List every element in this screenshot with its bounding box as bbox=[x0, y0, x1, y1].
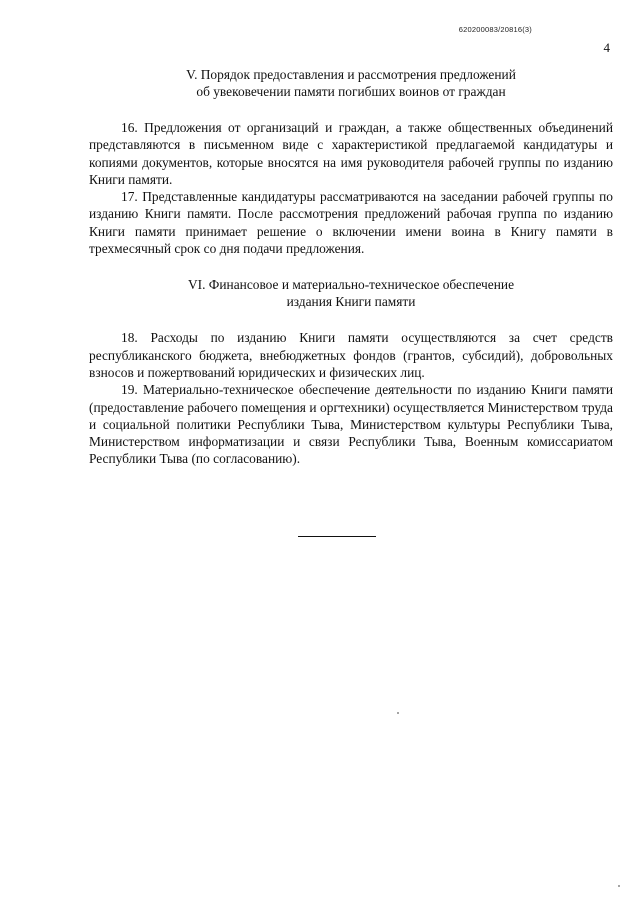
paragraph-19: 19. Материально-техническое обеспечение деятельности по изданию Книги памяти (предоставление рабочего помещения и оргтехники) осуществляется Министерством труда и социальной политики Республики Тыва, Министерством культуры Республики Тыва, Министерством информатизации и связи Республики Тыва, Военным комиссариатом Республики Тыва (по согласованию). bbox=[89, 382, 613, 467]
section-6-heading-line-1: VI. Финансовое и материально-техническое обеспечение bbox=[187, 277, 515, 293]
document-number: 620200083/20816(3) bbox=[458, 25, 532, 34]
end-separator-line bbox=[298, 536, 376, 537]
document-body bbox=[89, 66, 613, 468]
scan-speck bbox=[618, 885, 620, 887]
paragraph-16: 16. Предложения от организаций и граждан, а также общественных объединений представляются в письменном виде с характеристикой предлагаемой кандидатуры и копиями документов, которые вносятся на имя руководителя рабочей группы по изданию Книги памяти. bbox=[89, 120, 613, 187]
section-6-heading bbox=[89, 276, 613, 310]
paragraph-17: 17. Представленные кандидатуры рассматриваются на заседании рабочей группы по изданию Книги памяти. После рассмотрения предложений рабочая группа по изданию Книги памяти принимает решение о включении имени воина в Книгу памяти в трехмесячный срок со дня подачи предложения. bbox=[89, 189, 613, 257]
section-5-heading bbox=[89, 66, 613, 100]
scan-speck bbox=[397, 712, 399, 714]
paragraph-18: 18. Расходы по изданию Книги памяти осуществляются за счет средств республиканского бюджета, внебюджетных фондов (грантов, субсидий), добровольных взносов и пожертвований юридических и физических лиц. bbox=[89, 330, 613, 380]
section-5-heading-line-1: V. Порядок предоставления и рассмотрения предложений bbox=[186, 67, 516, 82]
page-number: 4 bbox=[603, 40, 610, 55]
section-5-heading-line-2: об увековечении памяти погибших воинов от граждан bbox=[196, 84, 506, 99]
section-6-heading-line-2: издания Книги памяти bbox=[286, 294, 416, 310]
